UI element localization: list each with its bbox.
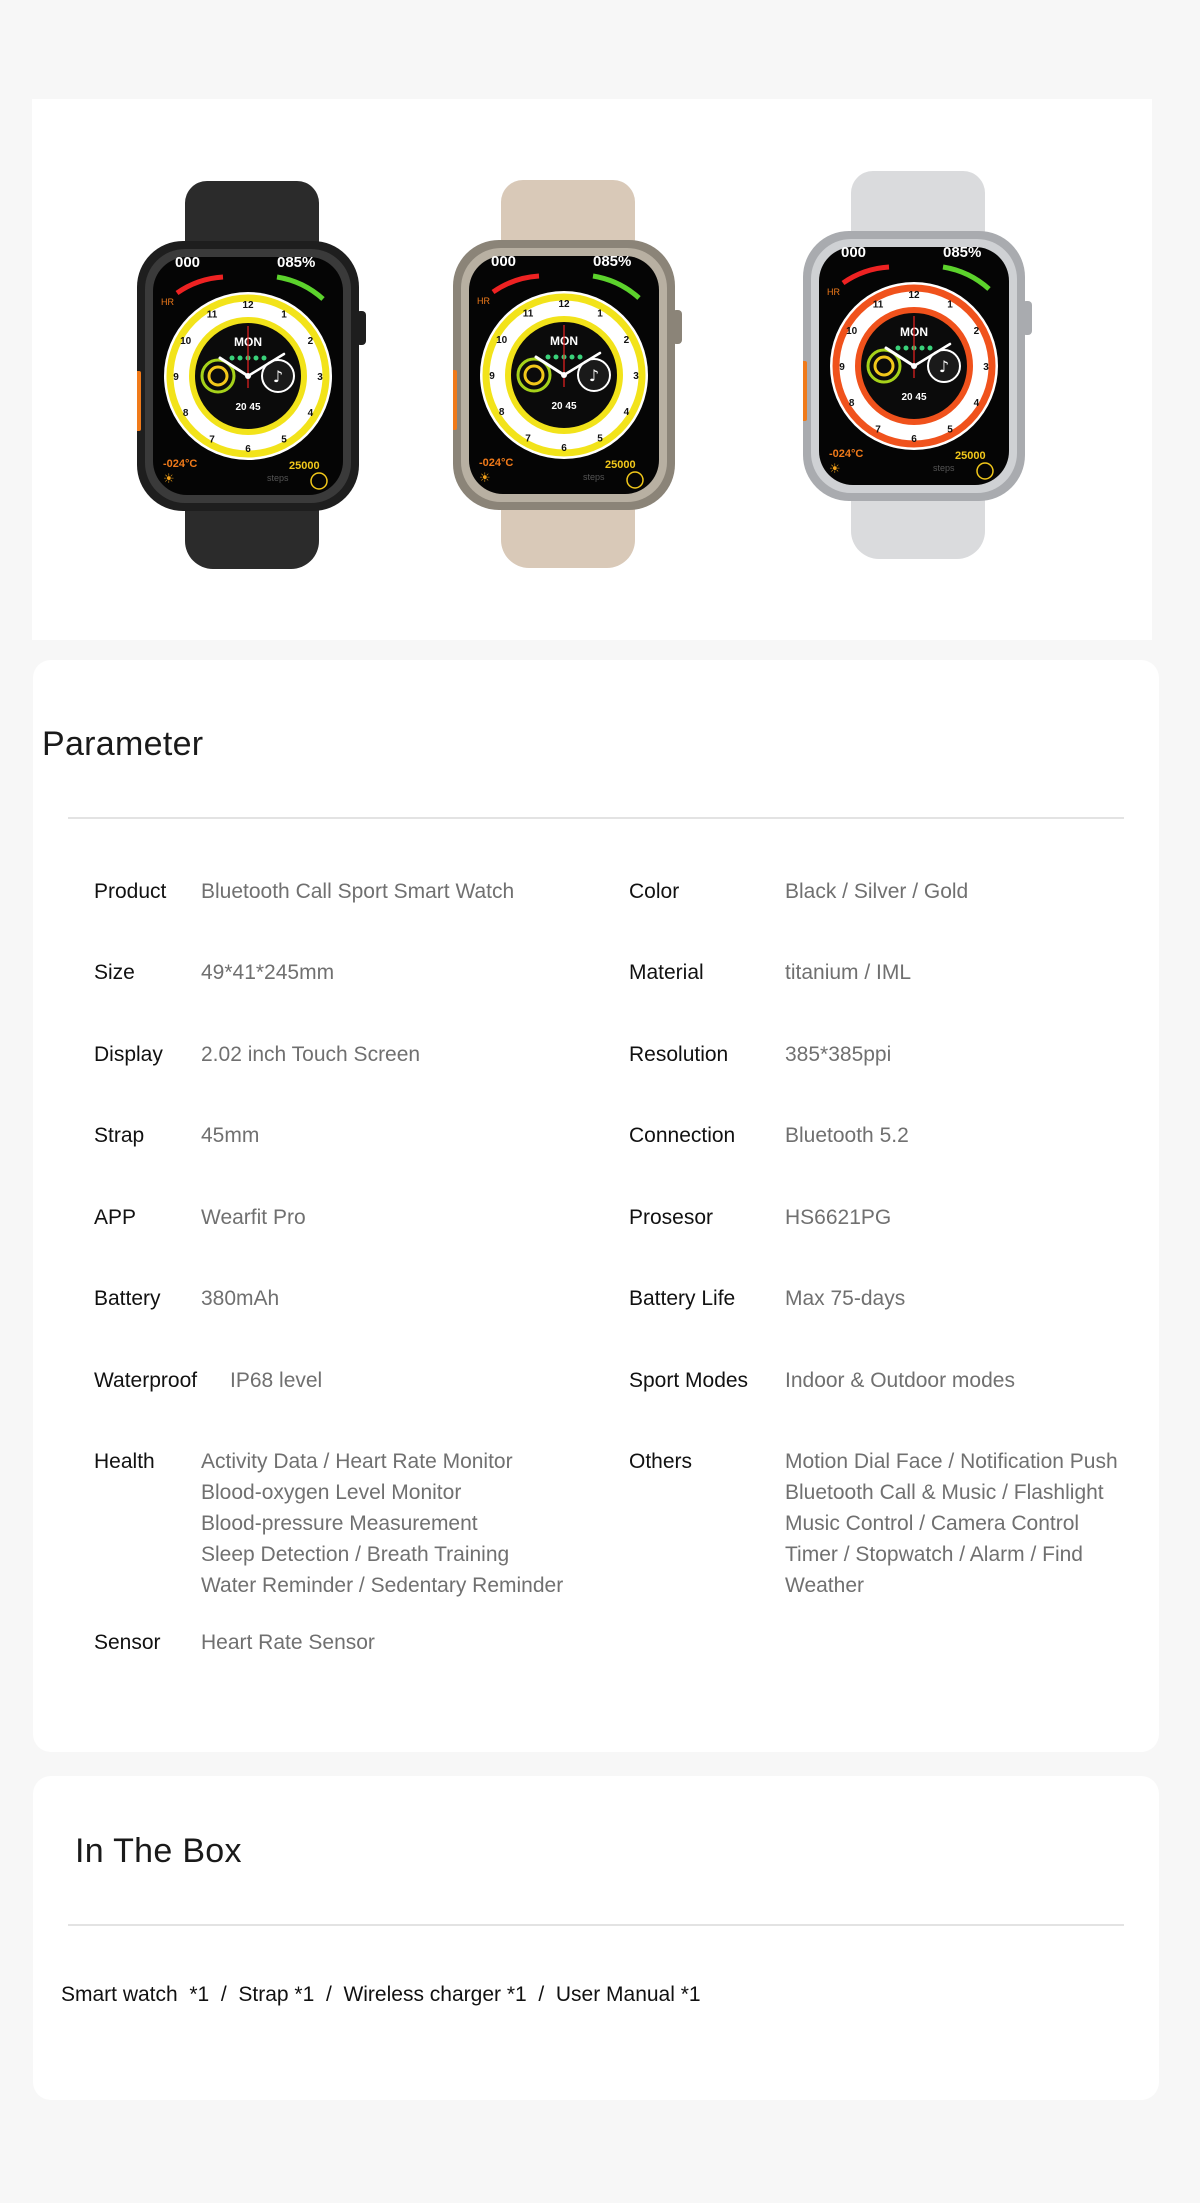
hour-numeral: 12 [242,300,254,311]
in-the-box-divider [68,1924,1124,1926]
music-note-icon: ♪ [938,357,950,376]
hour-numeral: 5 [281,434,287,446]
steps-value: 25000 [605,459,636,471]
hour-numeral: 1 [281,309,287,321]
param-value: Blood-oxygen Level Monitor [201,1481,462,1504]
hand-pivot [561,372,567,378]
hour-numeral: 2 [623,335,630,346]
music-note-icon: ♪ [272,367,284,386]
in-the-box-items: Smart watch *1 / Strap *1 / Wireless charger *1 / User Manual *1 [61,1983,701,2006]
hour-numeral: 7 [209,434,215,446]
param-label: Color [629,880,680,903]
sun-icon: ☀ [163,472,175,487]
param-label: Battery Life [629,1287,736,1310]
steps-label: steps [933,463,955,473]
hour-numeral: 12 [908,290,920,301]
param-value: IP68 level [230,1369,323,1392]
hour-numeral: 11 [206,309,218,321]
watch-gold [453,180,683,570]
param-value: Motion Dial Face / Notification Push [785,1450,1118,1473]
steps-value: 25000 [955,450,986,462]
activity-dot [546,355,551,360]
watch-illustration [453,180,683,570]
param-value: Heart Rate Sensor [201,1631,375,1654]
hour-numeral: 4 [973,398,980,409]
hour-numeral: 11 [522,308,534,320]
param-value: HS6621PG [785,1206,892,1229]
day-label: MON [550,334,578,348]
digital-time: 20 45 [551,401,577,412]
watch-black [137,181,367,571]
param-value: 49*41*245mm [201,961,335,984]
hour-numeral: 6 [911,434,917,445]
param-value: 380mAh [201,1287,280,1310]
hour-numeral: 1 [597,308,603,320]
watch-illustration [137,181,367,571]
activity-dot [254,356,259,361]
param-label: Connection [629,1124,736,1147]
activity-dot [230,356,235,361]
sun-icon: ☀ [829,462,841,477]
hour-numeral: 4 [307,408,314,419]
param-label: Others [629,1450,693,1473]
param-label: Size [94,961,135,984]
complication-left: 000 [491,253,517,270]
hr-label: HR [161,297,174,307]
hand-pivot [911,363,917,369]
param-value: Bluetooth Call Sport Smart Watch [201,880,515,903]
hour-numeral: 9 [839,362,845,373]
param-value: Timer / Stopwatch / Alarm / Find [785,1543,1083,1566]
complication-right: 085% [277,254,316,271]
temperature-label: -024°C [829,448,864,460]
parameter-title: Parameter [42,725,204,763]
activity-dot [896,346,901,351]
hour-numeral: 10 [180,336,192,347]
param-label: Material [629,961,704,984]
action-button [137,371,141,431]
hour-numeral: 12 [558,299,570,310]
hour-numeral: 11 [872,299,884,311]
param-value: Bluetooth 5.2 [785,1124,909,1147]
activity-dot [570,355,575,360]
digital-crown [356,311,366,345]
param-label: Resolution [629,1043,729,1066]
action-button [453,370,457,430]
param-value: Max 75-days [785,1287,906,1310]
param-label: Product [94,880,167,903]
hour-numeral: 2 [307,336,314,347]
steps-label: steps [267,473,289,483]
hour-numeral: 2 [973,326,980,337]
temperature-label: -024°C [163,458,198,470]
param-label: APP [94,1206,137,1229]
hour-numeral: 8 [498,407,505,418]
sun-icon: ☀ [479,471,491,486]
parameter-divider [68,817,1124,819]
param-label: Health [94,1450,155,1473]
hour-numeral: 7 [525,433,531,445]
param-value: Wearfit Pro [201,1206,306,1229]
param-label: Battery [94,1287,161,1310]
param-value: 385*385ppi [785,1043,892,1066]
steps-value: 25000 [289,460,320,472]
hr-label: HR [827,287,840,297]
in-the-box-title: In The Box [75,1832,242,1870]
complication-right: 085% [943,244,982,261]
hr-label: HR [477,296,490,306]
param-label: Display [94,1043,163,1066]
hour-numeral: 9 [173,372,179,383]
complication-right: 085% [593,253,632,270]
steps-label: steps [583,472,605,482]
hand-pivot [245,373,251,379]
param-value: Indoor & Outdoor modes [785,1369,1015,1392]
hour-numeral: 1 [947,299,953,311]
hour-numeral: 8 [182,408,189,419]
param-value: Weather [785,1574,864,1597]
param-value: Bluetooth Call & Music / Flashlight [785,1481,1104,1504]
activity-dot [920,346,925,351]
hour-numeral: 3 [317,372,323,383]
activity-dot [262,356,267,361]
hour-numeral: 6 [245,444,251,455]
param-label: Prosesor [629,1206,714,1229]
param-value: Activity Data / Heart Rate Monitor [201,1450,513,1473]
param-value: Music Control / Camera Control [785,1512,1080,1535]
activity-dot [904,346,909,351]
param-value: Blood-pressure Measurement [201,1512,478,1535]
hour-numeral: 7 [875,424,881,436]
music-note-icon: ♪ [588,366,600,385]
day-label: MON [900,325,928,339]
hour-numeral: 5 [947,424,953,436]
param-value: 45mm [201,1124,260,1147]
hour-numeral: 3 [983,362,989,373]
param-value: titanium / IML [785,961,912,984]
action-button [803,361,807,421]
hour-numeral: 9 [489,371,495,382]
digital-time: 20 45 [235,402,261,413]
hour-numeral: 8 [848,398,855,409]
watch-illustration [803,171,1033,561]
param-label: Sport Modes [629,1369,749,1392]
temperature-label: -024°C [479,457,514,469]
param-label: Waterproof [94,1369,198,1392]
hour-numeral: 5 [597,433,603,445]
product-image-panel [32,99,1152,640]
param-label: Strap [94,1124,145,1147]
hour-numeral: 3 [633,371,639,382]
digital-crown [1022,301,1032,335]
day-label: MON [234,335,262,349]
hour-numeral: 6 [561,443,567,454]
hour-numeral: 10 [846,326,858,337]
param-value: Water Reminder / Sedentary Reminder [201,1574,564,1597]
watch-silver [803,171,1033,561]
hour-numeral: 10 [496,335,508,346]
hour-numeral: 4 [623,407,630,418]
param-label: Sensor [94,1631,161,1654]
complication-left: 000 [175,254,201,271]
digital-crown [672,310,682,344]
param-value: 2.02 inch Touch Screen [201,1043,421,1066]
activity-dot [928,346,933,351]
activity-dot [238,356,243,361]
param-value: Black / Silver / Gold [785,880,969,903]
activity-dot [578,355,583,360]
activity-dot [554,355,559,360]
in-the-box-card [33,1776,1159,2100]
param-value: Sleep Detection / Breath Training [201,1543,510,1566]
digital-time: 20 45 [901,392,927,403]
complication-left: 000 [841,244,867,261]
